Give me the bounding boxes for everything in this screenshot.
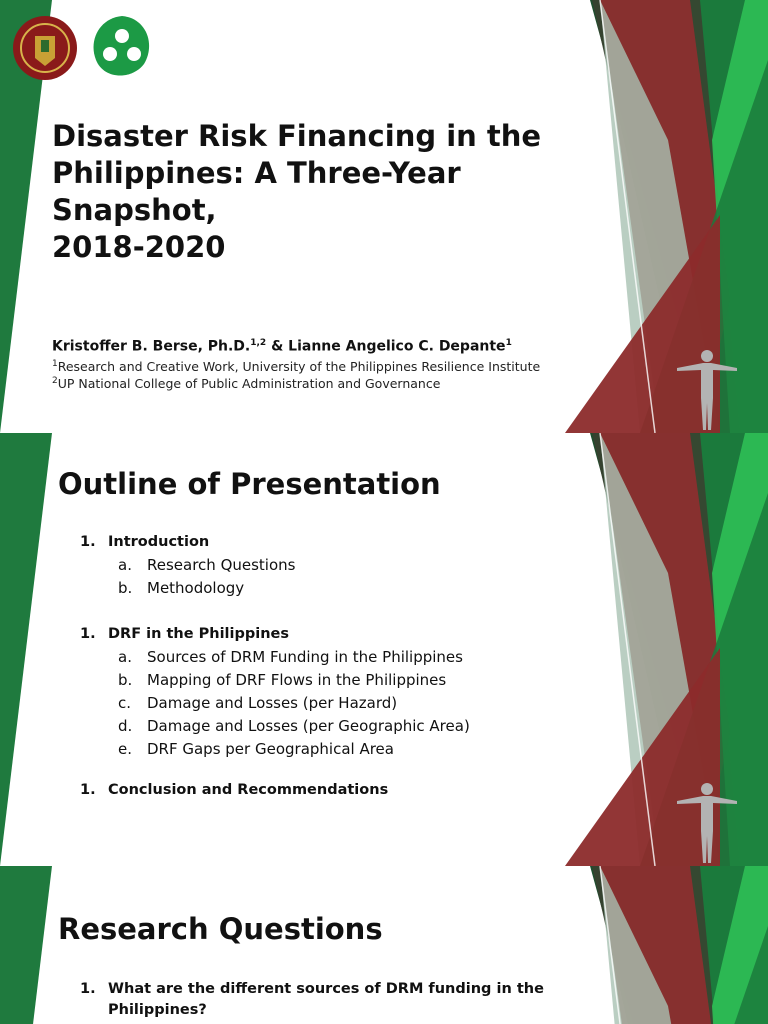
- subitem-letter: a.: [118, 648, 132, 666]
- outline-subitem: [118, 579, 244, 597]
- affiliation-text: UP National College of Public Administration and Governance: [57, 376, 441, 392]
- outline-subitem: [118, 648, 463, 666]
- subitem-letter: c.: [118, 694, 132, 712]
- affiliation: [52, 359, 540, 374]
- outline-subitem: [118, 671, 446, 689]
- question-text: Philippines?: [108, 1002, 207, 1018]
- slide-title: Outline of Presentation: [58, 467, 441, 501]
- subitem-letter: e.: [118, 740, 132, 758]
- author-connector: &: [271, 338, 284, 355]
- subitem-letter: b.: [118, 671, 133, 689]
- author-name: Kristoffer B. Berse, Ph.D.: [52, 338, 251, 355]
- outline-subitem: [118, 556, 295, 574]
- affiliation: [52, 376, 440, 391]
- section-label: Introduction: [108, 534, 210, 550]
- question-number: 1.: [80, 981, 96, 997]
- title-line: 2018-2020: [52, 230, 226, 264]
- affiliation-number: 1: [52, 359, 58, 369]
- subitem-letter: b.: [118, 579, 133, 597]
- title-slide: [0, 0, 768, 433]
- author-affiliation-marker: 1,2: [250, 338, 267, 348]
- research-questions-slide: [0, 866, 768, 1024]
- subitem-text: Methodology: [147, 579, 245, 597]
- subitem-letter: a.: [118, 556, 132, 574]
- subitem-text: DRF Gaps per Geographical Area: [147, 740, 394, 758]
- title-line: Disaster Risk Financing in the: [52, 119, 542, 153]
- subitem-letter: d.: [118, 717, 133, 735]
- section-number: 1.: [80, 782, 96, 798]
- section-number: 1.: [80, 534, 96, 550]
- outline-section: [80, 782, 388, 798]
- affiliation-number: 2: [52, 376, 58, 386]
- presentation-title: [52, 118, 612, 266]
- section-number: 1.: [80, 626, 96, 642]
- subitem-text: Research Questions: [147, 556, 296, 574]
- outline-subitem: [118, 740, 394, 758]
- outline-subitem: [118, 717, 470, 735]
- section-label: Conclusion and Recommendations: [108, 782, 389, 798]
- outline-subitem: [118, 694, 397, 712]
- title-line: Philippines: A Three-Year Snapshot,: [52, 156, 461, 227]
- slide-title: Research Questions: [58, 912, 383, 946]
- question-text: What are the different sources of DRM funding in the: [108, 981, 544, 997]
- subitem-text: Mapping of DRF Flows in the Philippines: [147, 671, 447, 689]
- resilience-institute-logo-icon: [90, 14, 154, 80]
- subitem-text: Sources of DRM Funding in the Philippines: [147, 648, 463, 666]
- up-seal-icon: [12, 12, 78, 84]
- authors-line: [52, 338, 512, 355]
- research-question: [80, 979, 544, 1021]
- outline-section: [80, 626, 289, 642]
- author-affiliation-marker: 1: [505, 338, 512, 348]
- author-name: Lianne Angelico C. Depante: [288, 338, 506, 355]
- outline-section: [80, 534, 209, 550]
- subitem-text: Damage and Losses (per Hazard): [147, 694, 398, 712]
- subitem-text: Damage and Losses (per Geographic Area): [147, 717, 470, 735]
- section-label: DRF in the Philippines: [108, 626, 290, 642]
- outline-slide: [0, 433, 768, 866]
- affiliation-text: Research and Creative Work, University of the Philippines Resilience Institute: [57, 359, 541, 375]
